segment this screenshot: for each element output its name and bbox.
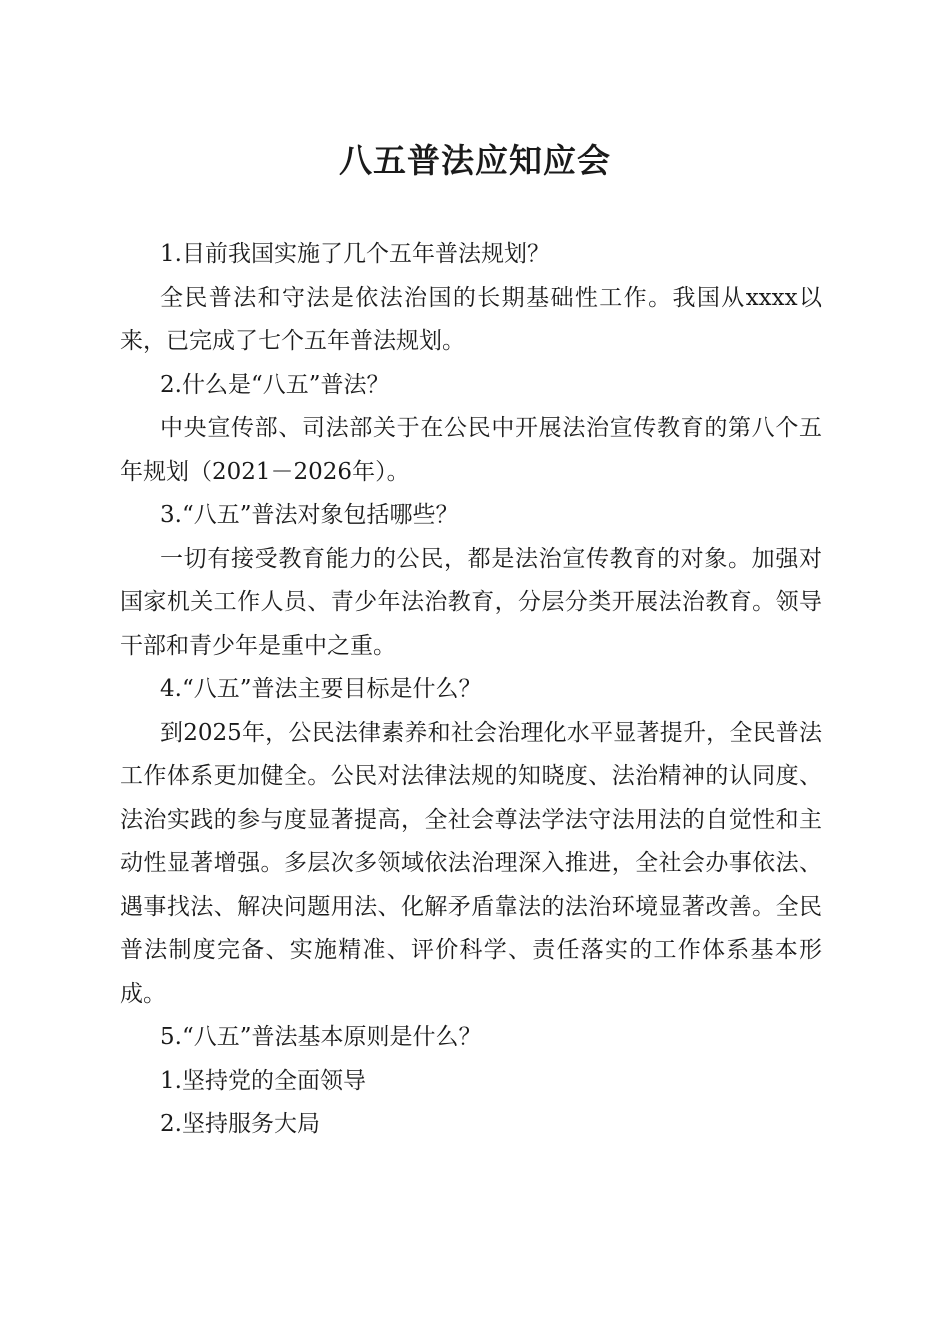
answer-1: 全民普法和守法是依法治国的长期基础性工作。我国从xxxx以来，已完成了七个五年普法规划。 <box>120 284 822 354</box>
question-1: 1.目前我国实施了几个五年普法规划？ <box>160 241 550 267</box>
answer-4: 到2025年，公民法律素养和社会治理化水平显著提升，全民普法工作体系更加健全。公民对法律法规的知晓度、法治精神的认同度、法治实践的参与度显著提高，全社会尊法学法守法用法的自觉性和主动性显著增强。多层次多领域依法治理深入推进，全社会办事依法、遇事找法、解决问题用法、化解矛盾靠法的法治环境显著改善。全民普法制度完备、实施精准、评价科学、责任落实的工作体系基本形成。 <box>120 719 822 1007</box>
answer-3: 一切有接受教育能力的公民，都是法治宣传教育的对象。加强对国家机关工作人员、青少年法治教育，分层分类开展法治教育。领导干部和青少年是重中之重。 <box>120 545 822 659</box>
question-5: 5.“八五”普法基本原则是什么？ <box>160 1024 482 1050</box>
principle-item-2: 2.坚持服务大局 <box>160 1111 320 1137</box>
question-2: 2.什么是“八五”普法？ <box>160 371 390 398</box>
principle-item-1: 1.坚持党的全面领导 <box>160 1067 366 1094</box>
answer-2: 中央宣传部、司法部关于在公民中开展法治宣传教育的第八个五年规划（2021－2026年）。 <box>120 415 822 485</box>
question-3: 3.“八五”普法对象包括哪些？ <box>160 502 459 528</box>
question-4: 4.“八五”普法主要目标是什么？ <box>160 676 482 702</box>
document-body <box>120 233 822 1147</box>
document-title: 八五普法应知应会 <box>339 141 611 180</box>
